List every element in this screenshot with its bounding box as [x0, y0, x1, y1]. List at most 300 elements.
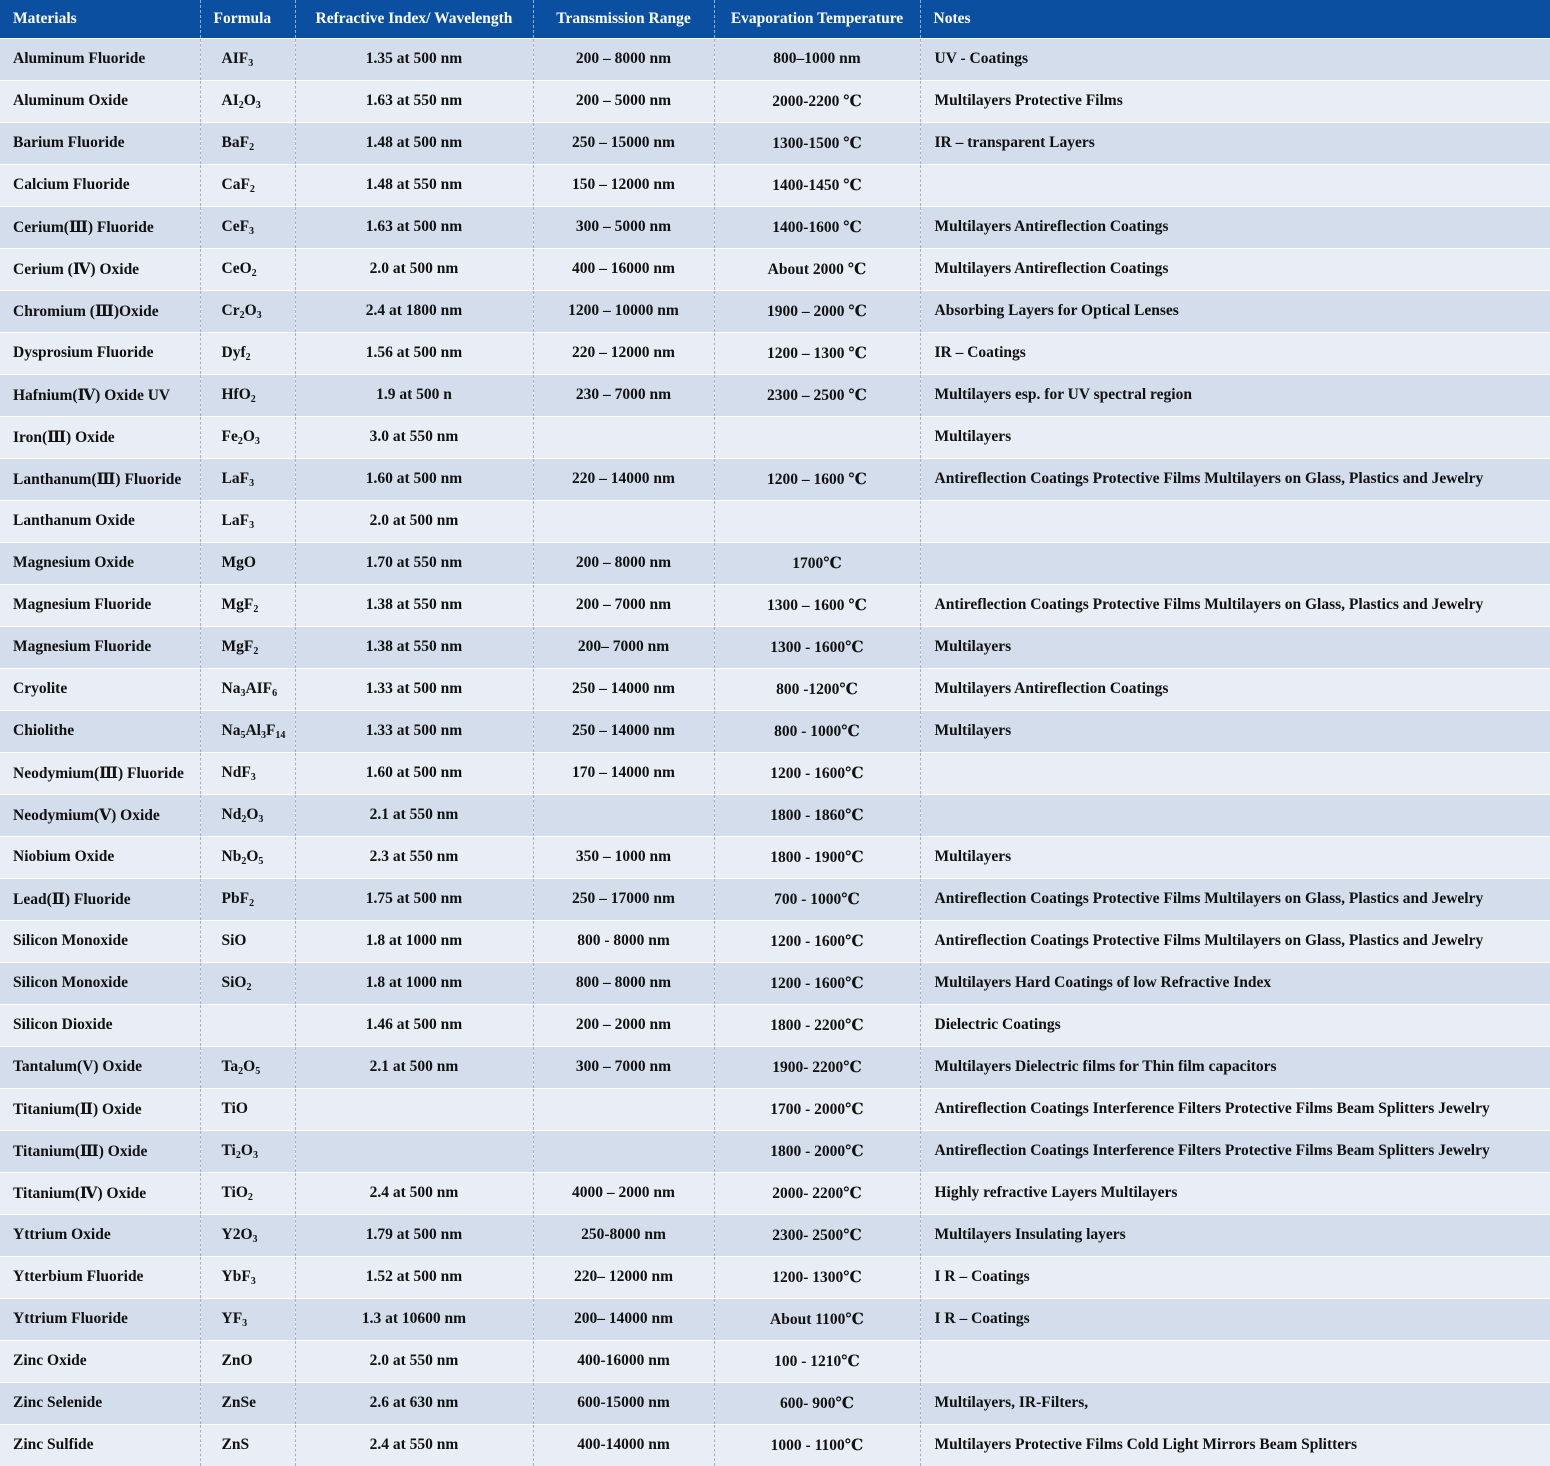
formula-part: TiO — [221, 1184, 248, 1201]
table-body — [0, 38, 1550, 1466]
refractive-index-cell: 1.33 at 500 nm — [295, 668, 533, 710]
formula-cell — [200, 1172, 295, 1214]
formula-cell — [200, 500, 295, 542]
table-row — [0, 206, 1550, 248]
formula-cell — [200, 878, 295, 920]
transmission-range-cell: 400-16000 nm — [533, 1340, 714, 1382]
refractive-index-cell: 2.4 at 500 nm — [295, 1172, 533, 1214]
material-cell: Titanium(Ⅱ) Oxide — [0, 1088, 200, 1130]
formula-cell — [200, 416, 295, 458]
transmission-range-cell — [533, 416, 714, 458]
formula-part: MgF — [221, 638, 254, 655]
refractive-index-cell: 1.48 at 550 nm — [295, 164, 533, 206]
notes-cell: I R – Coatings — [920, 1298, 1550, 1340]
material-cell: Aluminum Fluoride — [0, 38, 200, 80]
evaporation-temperature-cell: 1700℃ — [714, 542, 920, 584]
refractive-index-cell: 2.0 at 500 nm — [295, 500, 533, 542]
formula-part: O — [242, 428, 255, 445]
evaporation-temperature-cell: 1200 - 1600℃ — [714, 752, 920, 794]
notes-cell: Antireflection Coatings Protective Films Multilayers on Glass, Plastics and Jewelry — [920, 458, 1550, 500]
material-cell: Lanthanum(Ⅲ) Fluoride — [0, 458, 200, 500]
table-row — [0, 752, 1550, 794]
notes-cell — [920, 542, 1550, 584]
evaporation-temperature-cell: 1200 – 1300 ℃ — [714, 332, 920, 374]
evaporation-temperature-cell: 1400-1450 ℃ — [714, 164, 920, 206]
refractive-index-cell: 2.3 at 550 nm — [295, 836, 533, 878]
formula-cell — [200, 668, 295, 710]
table-row — [0, 1130, 1550, 1172]
table-row — [0, 122, 1550, 164]
formula-part: O — [240, 1142, 253, 1159]
refractive-index-cell: 1.38 at 550 nm — [295, 626, 533, 668]
formula-part: YF — [221, 1310, 243, 1327]
notes-cell: Multilayers Protective Films — [920, 80, 1550, 122]
refractive-index-cell: 1.9 at 500 n — [295, 374, 533, 416]
refractive-index-cell: 2.1 at 550 nm — [295, 794, 533, 836]
formula-subscript: 5 — [258, 856, 264, 867]
material-cell: Magnesium Fluoride — [0, 626, 200, 668]
transmission-range-cell: 400-14000 nm — [533, 1424, 714, 1466]
formula-part: ZnS — [221, 1436, 250, 1454]
header-evaporation-temperature: Evaporation Temperature — [714, 0, 920, 38]
table-row — [0, 584, 1550, 626]
formula-part: Nb — [221, 848, 242, 865]
evaporation-temperature-cell: 1800 - 1900℃ — [714, 836, 920, 878]
refractive-index-cell: 3.0 at 550 nm — [295, 416, 533, 458]
refractive-index-cell — [295, 1130, 533, 1172]
refractive-index-cell: 1.8 at 1000 nm — [295, 920, 533, 962]
formula-subscript: 3 — [248, 58, 254, 69]
material-cell: Yttrium Fluoride — [0, 1298, 200, 1340]
formula-subscript: 14 — [275, 730, 286, 741]
formula-cell — [200, 1046, 295, 1088]
transmission-range-cell: 800 - 8000 nm — [533, 920, 714, 962]
evaporation-temperature-cell: About 2000 ℃ — [714, 248, 920, 290]
evaporation-temperature-cell: 1700 - 2000℃ — [714, 1088, 920, 1130]
table-row — [0, 920, 1550, 962]
formula-subscript: 3 — [250, 772, 256, 783]
notes-cell — [920, 794, 1550, 836]
formula-subscript: 3 — [242, 1318, 248, 1329]
formula-part: AI — [221, 92, 239, 109]
formula-part: SiO — [221, 974, 247, 991]
material-cell: Chromium (Ⅲ)Oxide — [0, 290, 200, 332]
formula-cell — [200, 458, 295, 500]
formula-part: AIF — [245, 680, 273, 697]
notes-cell: Multilayers Hard Coatings of low Refractive Index — [920, 962, 1550, 1004]
notes-cell: Antireflection Coatings Interference Filters Protective Films Beam Splitters Jewelry — [920, 1130, 1550, 1172]
table-row — [0, 836, 1550, 878]
formula-part: Cr — [221, 302, 240, 319]
formula-cell — [200, 836, 295, 878]
table-header — [0, 0, 1550, 38]
formula-subscript: 3 — [252, 1150, 258, 1161]
header-materials: Materials — [0, 0, 200, 38]
formula-cell — [200, 1130, 295, 1172]
notes-cell: Multilayers Insulating layers — [920, 1214, 1550, 1256]
transmission-range-cell — [533, 1130, 714, 1172]
refractive-index-cell: 1.8 at 1000 nm — [295, 962, 533, 1004]
transmission-range-cell: 200– 14000 nm — [533, 1298, 714, 1340]
evaporation-temperature-cell: 1300-1500 ℃ — [714, 122, 920, 164]
material-cell: Barium Fluoride — [0, 122, 200, 164]
material-cell: Silicon Dioxide — [0, 1004, 200, 1046]
transmission-range-cell: 200 – 2000 nm — [533, 1004, 714, 1046]
transmission-range-cell: 200 – 8000 nm — [533, 38, 714, 80]
notes-cell: UV - Coatings — [920, 38, 1550, 80]
table-row — [0, 164, 1550, 206]
formula-subscript: 3 — [250, 1276, 256, 1287]
material-cell: Neodymium(Ⅴ) Oxide — [0, 794, 200, 836]
formula-part: LaF — [221, 512, 250, 529]
notes-cell — [920, 1340, 1550, 1382]
evaporation-temperature-cell: 800 - 1000℃ — [714, 710, 920, 752]
formula-part: Ta — [221, 1058, 239, 1075]
table-row — [0, 1340, 1550, 1382]
table-row — [0, 1046, 1550, 1088]
formula-subscript: 3 — [249, 226, 255, 237]
table-row — [0, 458, 1550, 500]
formula-cell — [200, 710, 295, 752]
refractive-index-cell: 1.70 at 550 nm — [295, 542, 533, 584]
formula-cell — [200, 1340, 295, 1382]
table-row — [0, 1088, 1550, 1130]
formula-cell — [200, 626, 295, 668]
table-row — [0, 80, 1550, 122]
refractive-index-cell: 2.1 at 500 nm — [295, 1046, 533, 1088]
transmission-range-cell: 4000 – 2000 nm — [533, 1172, 714, 1214]
formula-subscript: 3 — [249, 520, 255, 531]
material-cell: Silicon Monoxide — [0, 920, 200, 962]
refractive-index-cell: 2.4 at 550 nm — [295, 1424, 533, 1466]
formula-subscript: 3 — [254, 436, 260, 447]
table-row — [0, 1298, 1550, 1340]
formula-cell — [200, 752, 295, 794]
notes-cell: Highly refractive Layers Multilayers — [920, 1172, 1550, 1214]
formula-cell — [200, 1214, 295, 1256]
formula-subscript: 6 — [272, 688, 278, 699]
formula-part: PbF — [221, 890, 250, 907]
transmission-range-cell: 150 – 12000 nm — [533, 164, 714, 206]
evaporation-temperature-cell — [714, 500, 920, 542]
transmission-range-cell: 250-8000 nm — [533, 1214, 714, 1256]
formula-subscript: 2 — [249, 898, 255, 909]
evaporation-temperature-cell: 800–1000 nm — [714, 38, 920, 80]
evaporation-temperature-cell: 1900 – 2000 ℃ — [714, 290, 920, 332]
formula-part: O — [243, 92, 256, 109]
formula-subscript: 2 — [238, 100, 244, 111]
refractive-index-cell: 1.63 at 550 nm — [295, 80, 533, 122]
formula-subscript: 2 — [241, 814, 247, 825]
formula-cell — [200, 1256, 295, 1298]
notes-cell: Multilayers — [920, 710, 1550, 752]
evaporation-temperature-cell: 1200 – 1600 ℃ — [714, 458, 920, 500]
formula-cell — [200, 542, 295, 584]
table-row — [0, 878, 1550, 920]
formula-cell — [200, 164, 295, 206]
formula-cell — [200, 38, 295, 80]
material-cell: Calcium Fluoride — [0, 164, 200, 206]
material-cell: Zinc Oxide — [0, 1340, 200, 1382]
material-cell: Yttrium Oxide — [0, 1214, 200, 1256]
table-row — [0, 38, 1550, 80]
table-row — [0, 1172, 1550, 1214]
formula-subscript: 2 — [247, 1192, 253, 1203]
evaporation-temperature-cell: 1800 - 2200℃ — [714, 1004, 920, 1046]
transmission-range-cell: 220– 12000 nm — [533, 1256, 714, 1298]
header-transmission-range: Transmission Range — [533, 0, 714, 38]
material-cell: Cryolite — [0, 668, 200, 710]
evaporation-temperature-cell: 700 - 1000℃ — [714, 878, 920, 920]
header-row — [0, 0, 1550, 38]
material-cell: Aluminum Oxide — [0, 80, 200, 122]
refractive-index-cell: 1.38 at 550 nm — [295, 584, 533, 626]
notes-cell: Antireflection Coatings Protective Films Multilayers on Glass, Plastics and Jewelry — [920, 920, 1550, 962]
formula-part: MgF — [221, 596, 254, 613]
table-row — [0, 710, 1550, 752]
formula-part: YbF — [221, 1268, 251, 1285]
evaporation-temperature-cell: 1900- 2200℃ — [714, 1046, 920, 1088]
table-row — [0, 962, 1550, 1004]
evaporation-temperature-cell: 2000-2200 ℃ — [714, 80, 920, 122]
material-cell: Silicon Monoxide — [0, 962, 200, 1004]
transmission-range-cell: 250 – 15000 nm — [533, 122, 714, 164]
notes-cell: IR – Coatings — [920, 332, 1550, 374]
table-row — [0, 416, 1550, 458]
refractive-index-cell: 1.56 at 500 nm — [295, 332, 533, 374]
table-row — [0, 1004, 1550, 1046]
evaporation-temperature-cell: 1200 - 1600℃ — [714, 962, 920, 1004]
notes-cell — [920, 500, 1550, 542]
formula-part: BaF — [221, 134, 250, 151]
notes-cell: Multilayers esp. for UV spectral region — [920, 374, 1550, 416]
table-row — [0, 332, 1550, 374]
notes-cell: Multilayers Protective Films Cold Light Mirrors Beam Splitters — [920, 1424, 1550, 1466]
formula-part: NdF — [221, 764, 251, 781]
transmission-range-cell: 200 – 7000 nm — [533, 584, 714, 626]
formula-part: Al — [245, 722, 261, 739]
formula-subscript: 2 — [238, 1066, 244, 1077]
evaporation-temperature-cell: 2000- 2200℃ — [714, 1172, 920, 1214]
notes-cell: Dielectric Coatings — [920, 1004, 1550, 1046]
table-row — [0, 794, 1550, 836]
formula-part: Dyf — [221, 344, 246, 361]
refractive-index-cell: 1.48 at 500 nm — [295, 122, 533, 164]
formula-subscript: 2 — [253, 604, 259, 615]
refractive-index-cell: 1.60 at 500 nm — [295, 458, 533, 500]
formula-subscript: 2 — [235, 1150, 241, 1161]
evaporation-temperature-cell: 800 -1200℃ — [714, 668, 920, 710]
formula-part: CeF — [221, 218, 250, 235]
transmission-range-cell: 1200 – 10000 nm — [533, 290, 714, 332]
transmission-range-cell: 200 – 5000 nm — [533, 80, 714, 122]
evaporation-temperature-cell: 100 - 1210℃ — [714, 1340, 920, 1382]
formula-part: AIF — [221, 50, 249, 67]
formula-subscript: 2 — [241, 856, 247, 867]
material-cell: Zinc Sulfide — [0, 1424, 200, 1466]
notes-cell — [920, 752, 1550, 794]
material-cell: Lead(Ⅱ) Fluoride — [0, 878, 200, 920]
material-cell: Ytterbium Fluoride — [0, 1256, 200, 1298]
transmission-range-cell: 600-15000 nm — [533, 1382, 714, 1424]
refractive-index-cell: 2.4 at 1800 nm — [295, 290, 533, 332]
transmission-range-cell: 250 – 14000 nm — [533, 710, 714, 752]
transmission-range-cell — [533, 794, 714, 836]
transmission-range-cell: 250 – 14000 nm — [533, 668, 714, 710]
formula-subscript: 2 — [250, 394, 256, 405]
notes-cell: Antireflection Coatings Protective Films Multilayers on Glass, Plastics and Jewelry — [920, 584, 1550, 626]
material-cell: Niobium Oxide — [0, 836, 200, 878]
transmission-range-cell: 170 – 14000 nm — [533, 752, 714, 794]
formula-part: CaF — [221, 176, 250, 193]
formula-cell — [200, 584, 295, 626]
notes-cell: Multilayers — [920, 626, 1550, 668]
notes-cell: Antireflection Coatings Interference Filters Protective Films Beam Splitters Jewelry — [920, 1088, 1550, 1130]
formula-part: O — [246, 806, 259, 823]
table-row — [0, 668, 1550, 710]
formula-subscript: 2 — [249, 184, 255, 195]
evaporation-temperature-cell: 1000 - 1100℃ — [714, 1424, 920, 1466]
formula-part: O — [244, 302, 257, 319]
formula-subscript: 3 — [240, 688, 246, 699]
formula-cell — [200, 962, 295, 1004]
formula-part: MgO — [221, 554, 256, 571]
evaporation-temperature-cell: 2300 – 2500 ℃ — [714, 374, 920, 416]
table-row — [0, 1256, 1550, 1298]
transmission-range-cell: 800 – 8000 nm — [533, 962, 714, 1004]
formula-cell — [200, 1088, 295, 1130]
material-cell: Tantalum(V) Oxide — [0, 1046, 200, 1088]
evaporation-temperature-cell: 1200 - 1600℃ — [714, 920, 920, 962]
notes-cell: Antireflection Coatings Protective Films Multilayers on Glass, Plastics and Jewelry — [920, 878, 1550, 920]
formula-cell — [200, 332, 295, 374]
evaporation-temperature-cell: 1400-1600 ℃ — [714, 206, 920, 248]
formula-cell — [200, 1382, 295, 1424]
notes-cell: Multilayers — [920, 836, 1550, 878]
formula-subscript: 2 — [249, 142, 255, 153]
refractive-index-cell: 1.75 at 500 nm — [295, 878, 533, 920]
formula-subscript: 3 — [255, 100, 261, 111]
material-cell: Magnesium Fluoride — [0, 584, 200, 626]
transmission-range-cell: 250 – 17000 nm — [533, 878, 714, 920]
evaporation-temperature-cell: 1200- 1300℃ — [714, 1256, 920, 1298]
formula-cell — [200, 1298, 295, 1340]
notes-cell: Multilayers, IR-Filters, — [920, 1382, 1550, 1424]
material-cell: Magnesium Oxide — [0, 542, 200, 584]
material-cell: Lanthanum Oxide — [0, 500, 200, 542]
formula-subscript: 2 — [251, 268, 257, 279]
formula-cell — [200, 122, 295, 164]
notes-cell: Multilayers Antireflection Coatings — [920, 668, 1550, 710]
transmission-range-cell: 350 – 1000 nm — [533, 836, 714, 878]
refractive-index-cell: 2.0 at 550 nm — [295, 1340, 533, 1382]
evaporation-temperature-cell: 1800 - 1860℃ — [714, 794, 920, 836]
material-cell: Chiolithe — [0, 710, 200, 752]
table-row — [0, 626, 1550, 668]
refractive-index-cell: 2.6 at 630 nm — [295, 1382, 533, 1424]
table-row — [0, 542, 1550, 584]
refractive-index-cell: 1.63 at 500 nm — [295, 206, 533, 248]
notes-cell — [920, 164, 1550, 206]
refractive-index-cell: 1.79 at 500 nm — [295, 1214, 533, 1256]
evaporation-temperature-cell: About 1100℃ — [714, 1298, 920, 1340]
transmission-range-cell — [533, 500, 714, 542]
refractive-index-cell: 1.46 at 500 nm — [295, 1004, 533, 1046]
formula-cell — [200, 206, 295, 248]
formula-part: LaF — [221, 470, 250, 487]
formula-part: O — [243, 1058, 256, 1075]
table-row — [0, 1424, 1550, 1466]
formula-part: ZnSe — [221, 1394, 256, 1411]
material-cell: Titanium(Ⅳ) Oxide — [0, 1172, 200, 1214]
evaporation-temperature-cell: 600- 900℃ — [714, 1382, 920, 1424]
table-row — [0, 500, 1550, 542]
refractive-index-cell: 2.0 at 500 nm — [295, 248, 533, 290]
formula-subscript: 3 — [260, 730, 266, 741]
refractive-index-cell: 1.33 at 500 nm — [295, 710, 533, 752]
notes-cell: Multilayers Antireflection Coatings — [920, 248, 1550, 290]
header-notes: Notes — [933, 9, 971, 27]
formula-part: Na — [221, 680, 241, 697]
formula-subscript: 2 — [245, 352, 251, 363]
transmission-range-cell: 300 – 7000 nm — [533, 1046, 714, 1088]
refractive-index-cell: 1.3 at 10600 nm — [295, 1298, 533, 1340]
formula-part: Ti — [221, 1142, 236, 1159]
notes-cell: IR – transparent Layers — [920, 122, 1550, 164]
formula-subscript: 3 — [258, 814, 264, 825]
formula-part: SiO — [221, 932, 247, 949]
notes-cell: Multilayers — [920, 416, 1550, 458]
transmission-range-cell: 230 – 7000 nm — [533, 374, 714, 416]
transmission-range-cell: 300 – 5000 nm — [533, 206, 714, 248]
transmission-range-cell: 400 – 16000 nm — [533, 248, 714, 290]
formula-subscript: 2 — [253, 646, 259, 657]
material-cell: Zinc Selenide — [0, 1382, 200, 1424]
formula-cell — [200, 920, 295, 962]
formula-cell — [200, 374, 295, 416]
material-cell: Cerium(Ⅲ) Fluoride — [0, 206, 200, 248]
formula-part: Y2O — [221, 1226, 253, 1243]
formula-subscript: 5 — [255, 1066, 261, 1077]
formula-subscript: 5 — [240, 730, 246, 741]
transmission-range-cell — [533, 1088, 714, 1130]
formula-subscript: 2 — [246, 982, 252, 993]
formula-cell — [200, 794, 295, 836]
notes-cell: Multilayers Antireflection Coatings — [920, 206, 1550, 248]
material-cell: Titanium(Ⅲ) Oxide — [0, 1130, 200, 1172]
formula-part: O — [246, 848, 259, 865]
formula-part: ZnO — [221, 1352, 253, 1369]
refractive-index-cell: 1.60 at 500 nm — [295, 752, 533, 794]
refractive-index-cell: 1.52 at 500 nm — [295, 1256, 533, 1298]
formula-cell — [200, 290, 295, 332]
formula-cell — [200, 248, 295, 290]
formula-subscript: 2 — [237, 436, 243, 447]
table-row — [0, 374, 1550, 416]
formula-subscript: 3 — [256, 310, 262, 321]
transmission-range-cell: 220 – 12000 nm — [533, 332, 714, 374]
evaporation-temperature-cell: 2300- 2500℃ — [714, 1214, 920, 1256]
formula-cell — [200, 1424, 295, 1466]
formula-part: Nd — [221, 806, 242, 823]
notes-cell: I R – Coatings — [920, 1256, 1550, 1298]
formula-part: Fe — [221, 428, 238, 445]
transmission-range-cell: 200 – 8000 nm — [533, 542, 714, 584]
header-formula: Formula — [200, 0, 295, 38]
evaporation-temperature-cell: 1300 - 1600℃ — [714, 626, 920, 668]
table-row — [0, 1382, 1550, 1424]
formula-subscript: 3 — [252, 1234, 258, 1245]
